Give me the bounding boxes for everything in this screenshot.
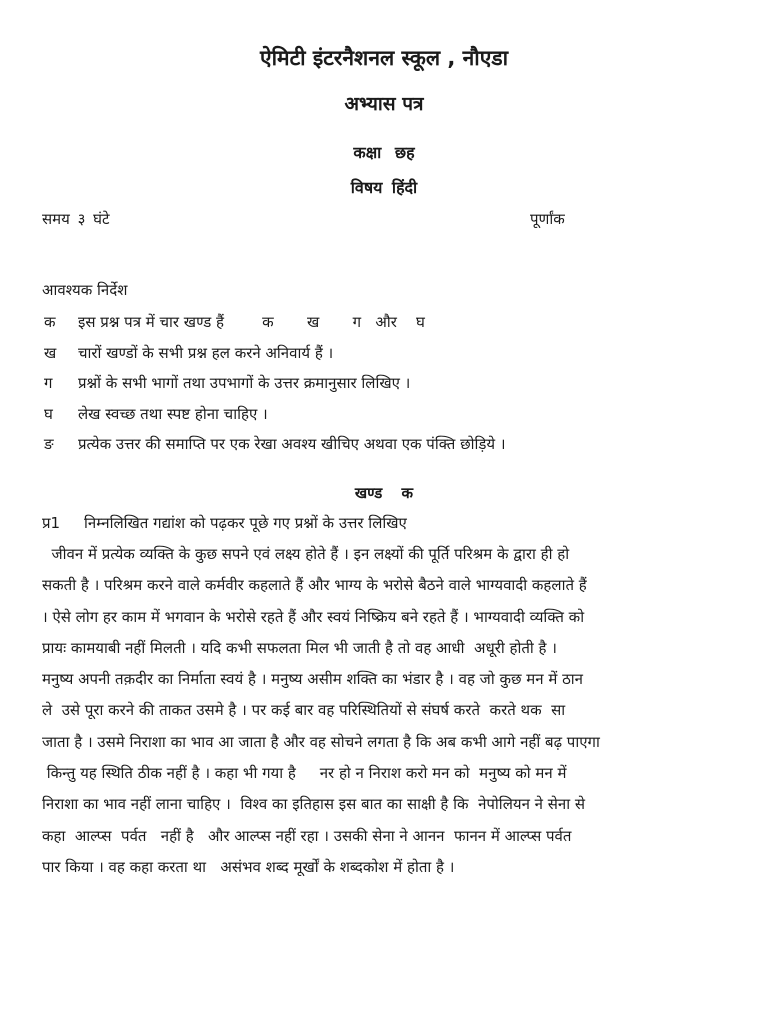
subject-line: विषय हिंदी bbox=[350, 178, 418, 197]
instruction-item bbox=[44, 432, 506, 463]
instruction-letter: ङ bbox=[44, 435, 54, 453]
instruction-text: इस प्रश्न पत्र में चार खण्ड हैं क ख ग और घ bbox=[78, 313, 425, 331]
passage-line: कहा आल्प्स पर्वत नहीं है और आल्प्स नहीं रहा । उसकी सेना ने आनन फानन में आल्प्स पर्वत bbox=[42, 826, 572, 845]
instruction-letter: ख bbox=[44, 343, 57, 362]
instruction-item bbox=[44, 402, 506, 433]
instruction-item bbox=[44, 341, 506, 372]
instruction-item bbox=[44, 310, 506, 341]
time-allowed: समय ३ घंटे bbox=[42, 210, 110, 228]
instruction-text: प्रत्येक उत्तर की समाप्ति पर एक रेखा अवश्य खीचिए अथवा एक पंक्ति छोड़िये । bbox=[78, 435, 506, 453]
passage-line: पार किया । वह कहा करता था असंभव शब्द मूर्खों के शब्दकोश में होता है । bbox=[42, 857, 455, 876]
total-marks: पूर्णांक bbox=[530, 210, 565, 228]
section-heading: खण्ड क bbox=[354, 484, 414, 502]
instruction-item bbox=[44, 371, 506, 402]
passage-line: सकती है । परिश्रम करने वाले कर्मवीर कहलाते हैं और भाग्य के भरोसे बैठने वाले भाग्यवादी कहलाते हैं bbox=[42, 576, 587, 595]
passage bbox=[42, 541, 732, 885]
question-line bbox=[42, 513, 407, 533]
school-name: ऐमिटी इंटरनैशनल स्कूल , नौएडा bbox=[259, 46, 509, 70]
question-text: निम्नलिखित गद्यांश को पढ़कर पूछे गए प्रश्नों के उत्तर लिखिए bbox=[84, 514, 407, 532]
passage-line: जीवन में प्रत्येक व्यक्ति के कुछ सपने एवं लक्ष्य होते हैं । इन लक्ष्यों की पूर्ति परिश्रम के द्वारा ही हो bbox=[42, 545, 570, 563]
passage-line: प्रायः कामयाबी नहीं मिलती । यदि कभी सफलता मिल भी जाती है तो वह आधी अधूरी होती है । bbox=[42, 638, 557, 657]
instruction-text: लेख स्वच्छ तथा स्पष्ट होना चाहिए । bbox=[78, 404, 268, 423]
passage-line: किन्तु यह स्थिति ठीक नहीं है । कहा भी गया है नर हो न निराश करो मन को मनुष्य को मन में bbox=[42, 764, 567, 783]
instructions-heading: आवश्यक निर्देश bbox=[42, 281, 128, 299]
paper-type: अभ्यास पत्र bbox=[344, 93, 424, 115]
instruction-letter: क bbox=[44, 313, 56, 331]
instruction-text: चारों खण्डों के सभी प्रश्न हल करने अनिवार्य हैं । bbox=[78, 343, 334, 362]
passage-line: ले उसे पूरा करने की ताकत उसमे है । पर कई बार वह परिस्थितियों से संघर्ष करते करते थक सा bbox=[42, 701, 566, 720]
instruction-letter: ग bbox=[44, 374, 53, 392]
passage-line: । ऐसे लोग हर काम में भगवान के भरोसे रहते हैं और स्वयं निष्क्रिय बने रहते हैं । भाग्यवादी व्यक्ति को bbox=[42, 607, 585, 626]
class-line: कक्षा छह bbox=[353, 143, 415, 162]
passage-line: जाता है । उसमे निराशा का भाव आ जाता है और वह सोचने लगता है कि अब कभी आगे नहीं बढ़ पाएगा bbox=[42, 732, 600, 751]
instructions-list bbox=[44, 310, 506, 463]
passage-line: मनुष्य अपनी तक़दीर का निर्माता स्वयं है । मनुष्य असीम शक्ति का भंडार है । वह जो कुछ मन में ठान bbox=[42, 670, 583, 689]
passage-line: निराशा का भाव नहीं लाना चाहिए । विश्व का इतिहास इस बात का साक्षी है कि नेपोलियन ने सेना से bbox=[42, 795, 586, 814]
instruction-letter: घ bbox=[44, 404, 53, 423]
question-number: प्र1 bbox=[42, 514, 61, 532]
instruction-text: प्रश्नों के सभी भागों तथा उपभागों के उत्तर क्रमानुसार लिखिए । bbox=[78, 374, 411, 392]
